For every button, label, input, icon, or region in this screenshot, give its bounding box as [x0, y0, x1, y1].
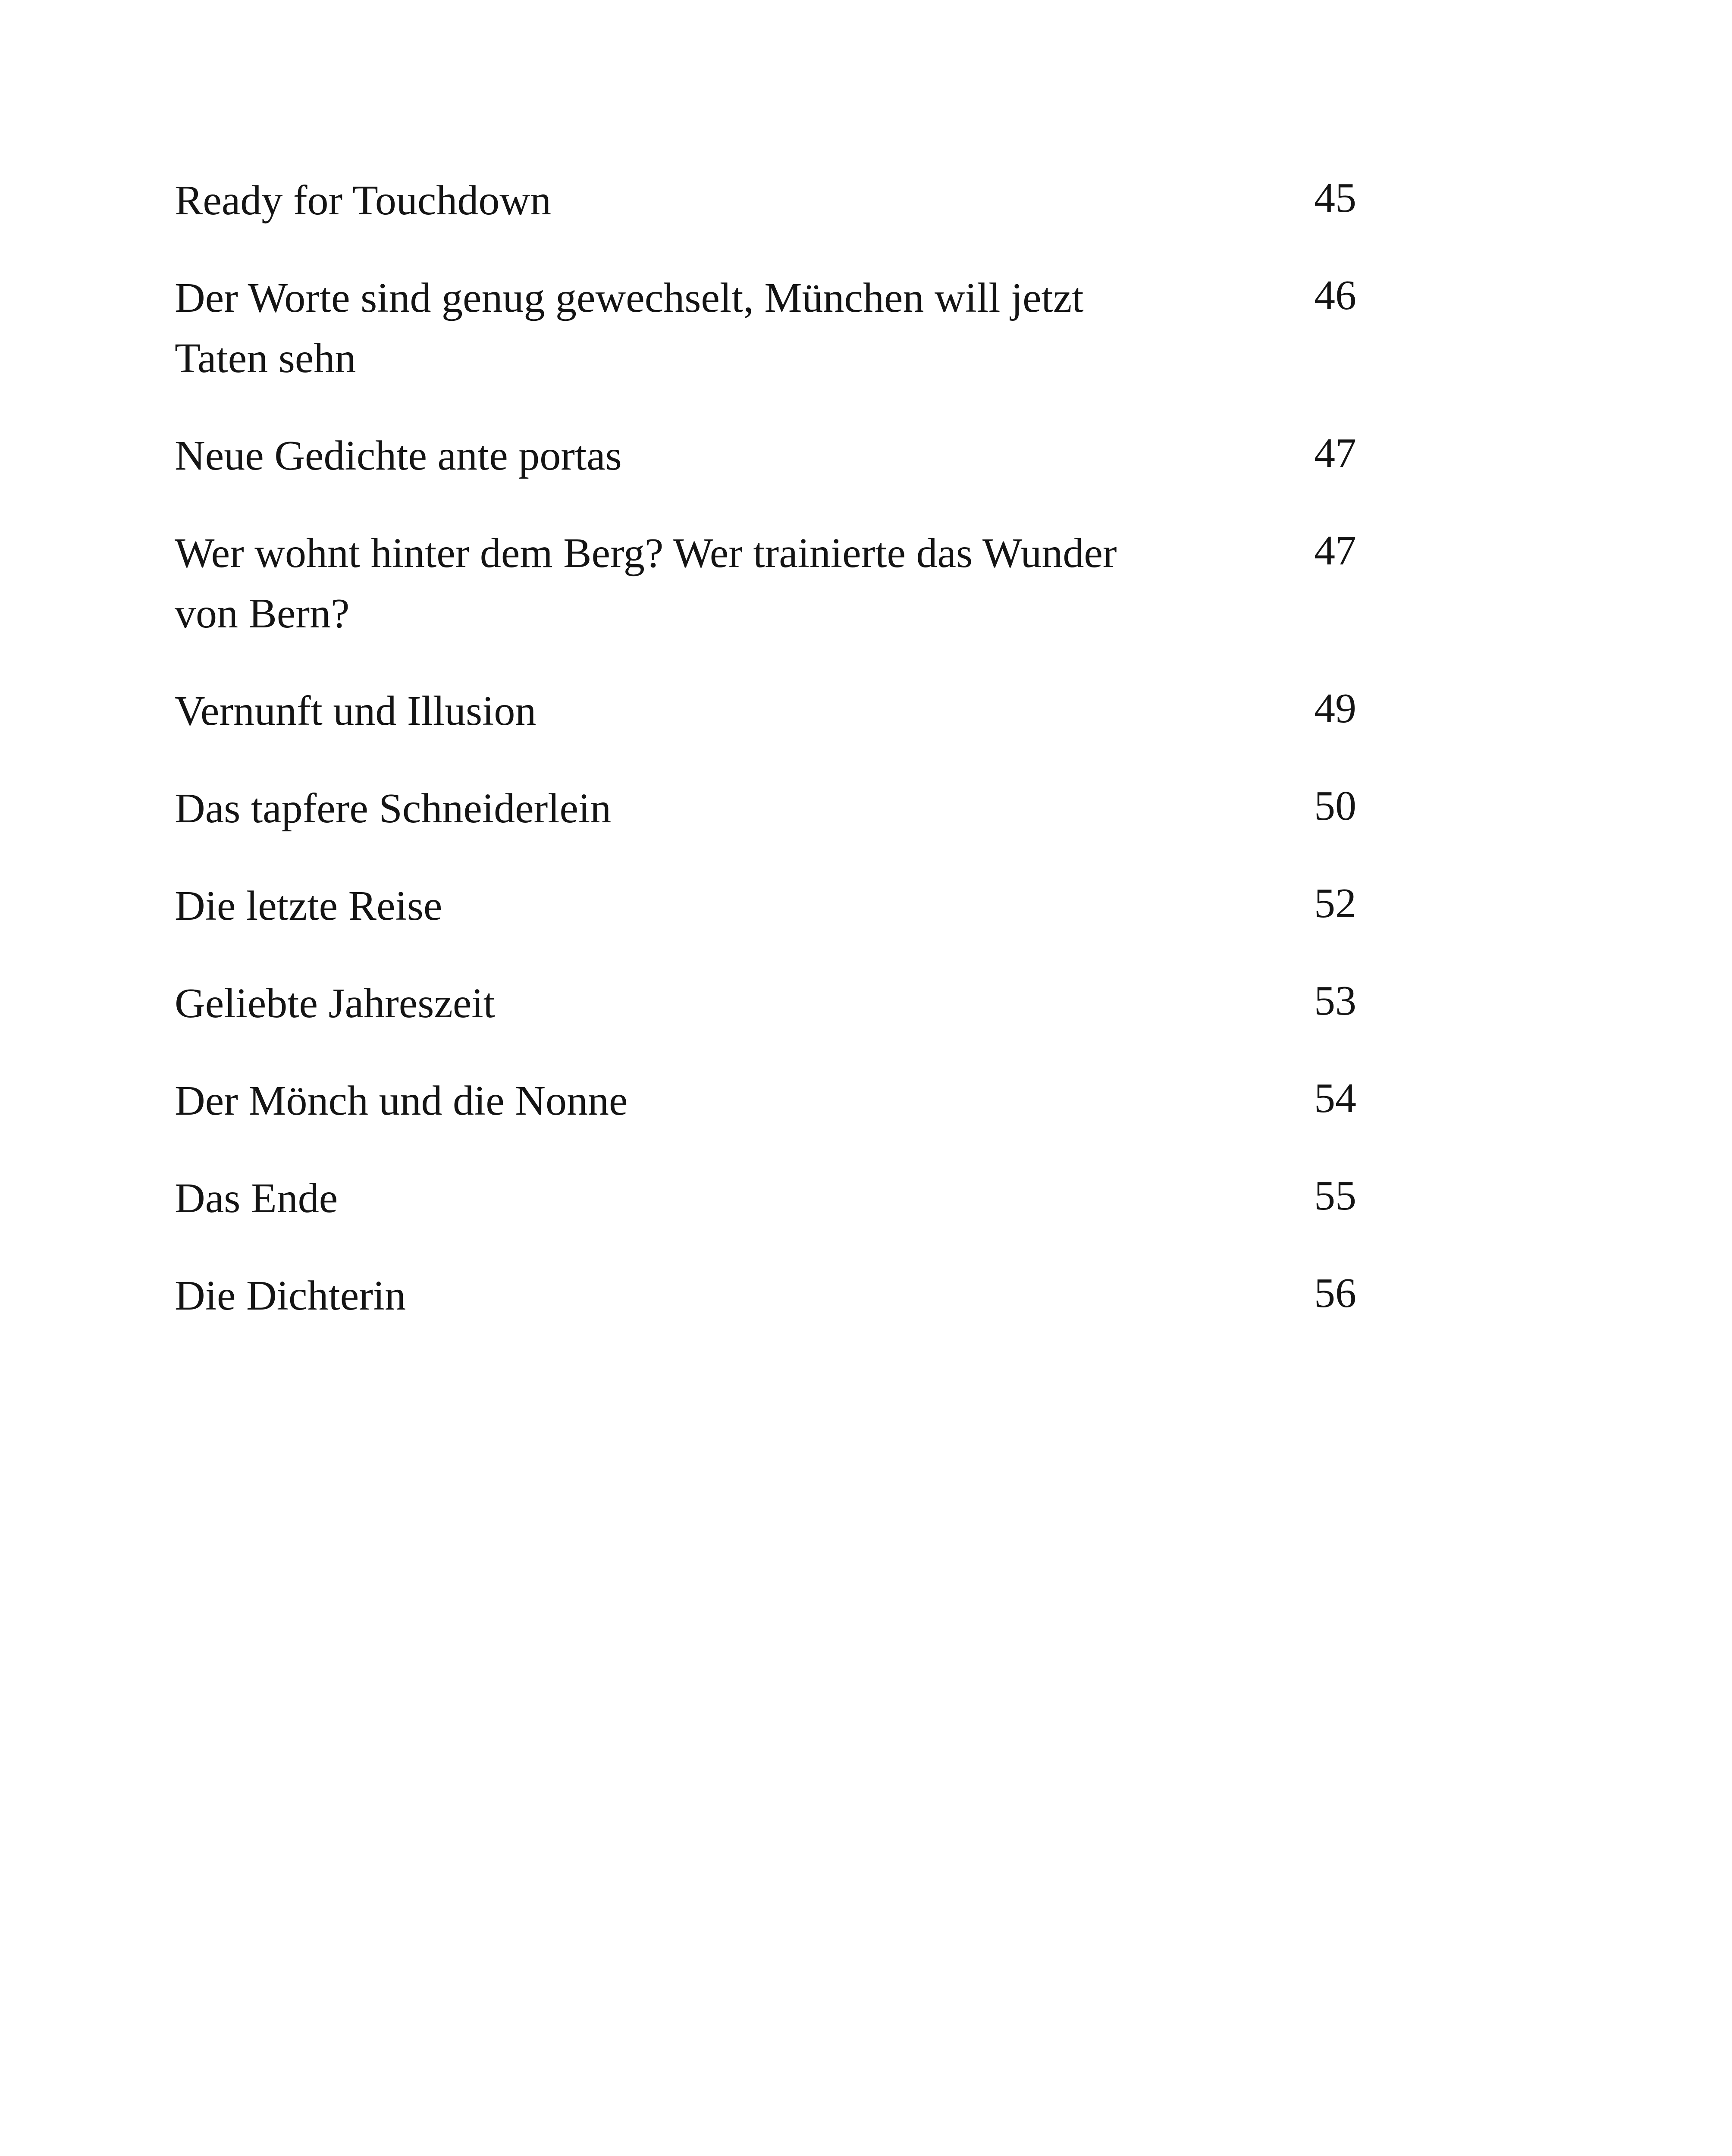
toc-entry-page-number: 56 — [1314, 1270, 1356, 1316]
toc-entry-page-number: 45 — [1314, 175, 1356, 221]
toc-entry — [175, 170, 1356, 231]
toc-entry-title: Der Worte sind genug gewechselt, München will jetzt Taten sehn — [175, 275, 1084, 382]
toc-entry-title: Geliebte Jahreszeit — [175, 980, 495, 1027]
toc-entry-page-number: 50 — [1314, 783, 1356, 829]
toc-entry-title: Die Dichterin — [175, 1272, 406, 1319]
toc-entry — [175, 876, 1356, 936]
toc-entry-page-number: 55 — [1314, 1172, 1356, 1219]
toc-entry-title: Die letzte Reise — [175, 883, 442, 929]
toc-entry — [175, 973, 1356, 1034]
toc-entry-page-number: 54 — [1314, 1075, 1356, 1122]
toc-entry — [175, 1168, 1356, 1228]
toc-entry-title: Der Mönch und die Nonne — [175, 1078, 628, 1124]
toc-entry — [175, 523, 1356, 644]
toc-entry-page-number: 47 — [1314, 527, 1356, 574]
toc-entry-page-number: 53 — [1314, 978, 1356, 1024]
toc-entry-page-number: 47 — [1314, 430, 1356, 476]
toc-entry-title: Das Ende — [175, 1175, 338, 1222]
toc-entry-title: Das tapfere Schneiderlein — [175, 785, 612, 832]
toc-entry — [175, 268, 1356, 389]
toc-entry-page-number: 52 — [1314, 880, 1356, 927]
toc-entry-title: Wer wohnt hinter dem Berg? Wer trainierte das Wunder von Bern? — [175, 530, 1117, 637]
toc-entry-title: Vernunft und Illusion — [175, 688, 537, 734]
toc-entry-page-number: 49 — [1314, 685, 1356, 732]
toc-entry — [175, 426, 1356, 486]
toc-entry — [175, 681, 1356, 741]
table-of-contents — [175, 170, 1356, 1363]
toc-entry-title: Ready for Touchdown — [175, 177, 552, 224]
toc-entry — [175, 1266, 1356, 1326]
toc-entry-title: Neue Gedichte ante portas — [175, 432, 622, 479]
toc-entry — [175, 778, 1356, 839]
toc-entry-page-number: 46 — [1314, 272, 1356, 319]
toc-entry — [175, 1071, 1356, 1131]
